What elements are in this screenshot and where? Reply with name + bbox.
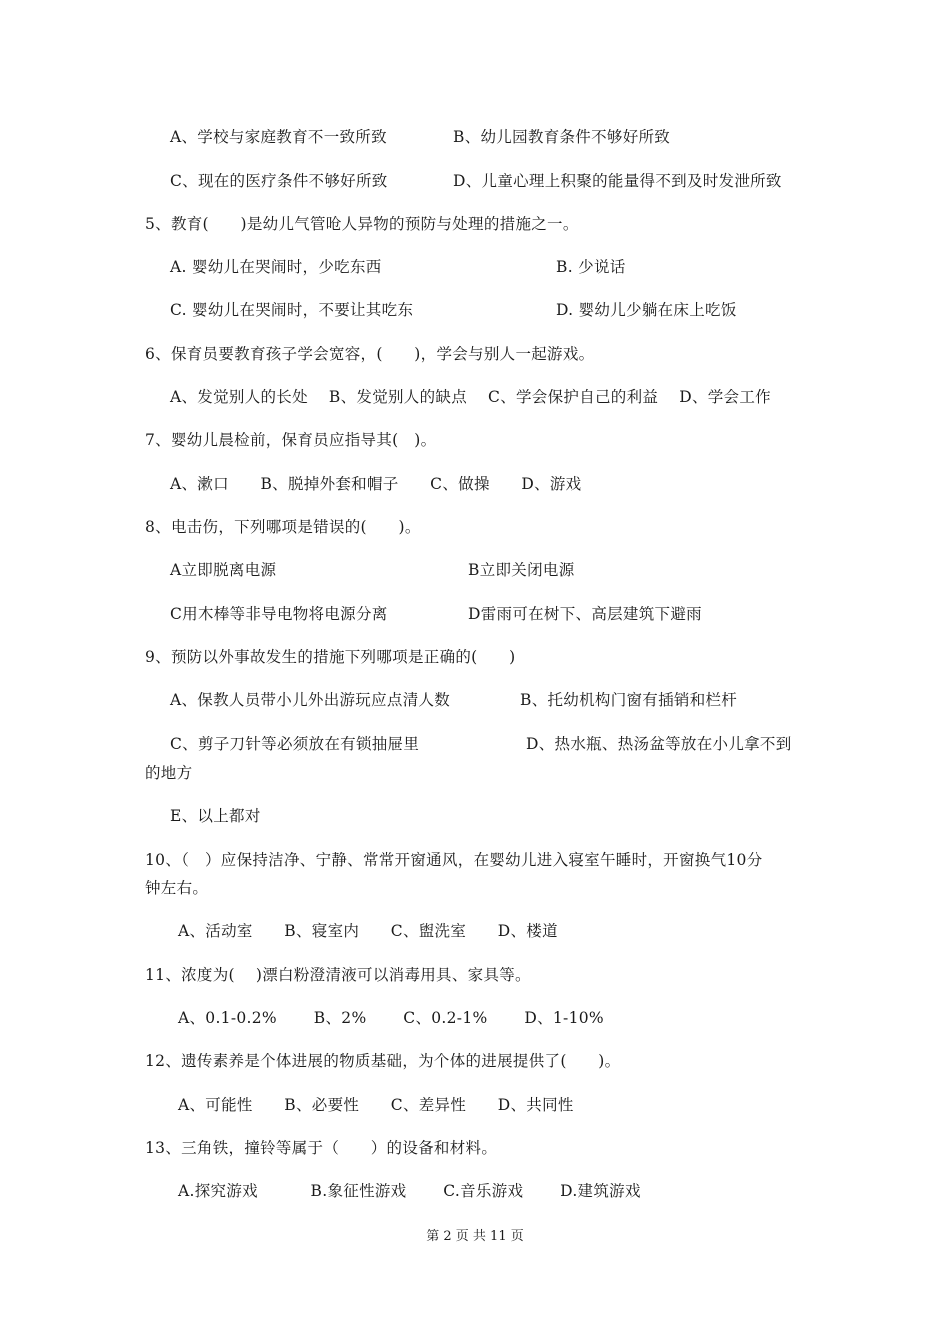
q4-option-b: B、幼儿园教育条件不够好所致 (453, 128, 671, 146)
q8-stem: 8、电击伤，下列哪项是错误的( )。 (145, 518, 421, 536)
q13-stem: 13、三角铁，撞铃等属于（ ）的设备和材料。 (145, 1139, 498, 1157)
q11-stem: 11、浓度为( )漂白粉澄清液可以消毒用具、家具等。 (145, 966, 531, 984)
q5-option-b: B. 少说话 (556, 258, 626, 276)
q8-option-c: C用木棒等非导电物将电源分离 (170, 605, 388, 623)
q9-option-b: B、托幼机构门窗有插销和栏杆 (520, 691, 738, 709)
q10-stem: 10、（ ）应保持洁净、宁静、常常开窗通风，在婴幼儿进入寝室午睡时，开窗换气10分 (145, 851, 763, 869)
q5-option-a: A. 婴幼儿在哭闹时，少吃东西 (170, 258, 382, 276)
q5-option-d: D. 婴幼儿少躺在床上吃饭 (556, 301, 737, 319)
q8-option-b: B立即关闭电源 (468, 561, 575, 579)
q12-stem: 12、遗传素养是个体进展的物质基础，为个体的进展提供了( )。 (145, 1052, 621, 1070)
q5-option-c: C. 婴幼儿在哭闹时，不要让其吃东 (170, 301, 414, 319)
q9-option-d: D、热水瓶、热汤盆等放在小儿拿不到 (526, 735, 792, 753)
page-number: 第 2 页 共 11 页 (426, 1229, 524, 1244)
q8-option-a: A立即脱离电源 (170, 561, 277, 579)
q6-options: A、发觉别人的长处 B、发觉别人的缺点 C、学会保护自己的利益 D、学会工作 (170, 388, 771, 406)
q5-stem: 5、教育( )是幼儿气管呛人异物的预防与处理的措施之一。 (145, 215, 579, 233)
q13-options: A.探究游戏 B.象征性游戏 C.音乐游戏 D.建筑游戏 (178, 1182, 641, 1200)
q9-option-a: A、保教人员带小儿外出游玩应点清人数 (170, 691, 451, 709)
q4-option-a: A、学校与家庭教育不一致所致 (170, 128, 387, 146)
q9-option-e: E、以上都对 (170, 807, 261, 825)
q11-options: A、0.1-0.2% B、2% C、0.2-1% D、1-10% (178, 1009, 604, 1027)
q4-option-d: D、儿童心理上积聚的能量得不到及时发泄所致 (453, 172, 782, 190)
q10-stem-continued: 钟左右。 (145, 879, 209, 897)
q9-option-c: C、剪子刀针等必须放在有锁抽屉里 (170, 735, 420, 753)
q9-option-d-continued: 的地方 (145, 764, 193, 782)
q6-stem: 6、保育员要教育孩子学会宽容，( )，学会与别人一起游戏。 (145, 345, 595, 363)
q4-option-c: C、现在的医疗条件不够好所致 (170, 172, 388, 190)
q10-options: A、活动室 B、寝室内 C、盥洗室 D、楼道 (178, 922, 558, 940)
q7-options: A、漱口 B、脱掉外套和帽子 C、做操 D、游戏 (170, 475, 582, 493)
q9-stem: 9、预防以外事故发生的措施下列哪项是正确的( ) (145, 648, 516, 666)
q8-option-d: D雷雨可在树下、高层建筑下避雨 (468, 605, 702, 623)
q7-stem: 7、婴幼儿晨检前，保育员应指导其( )。 (145, 431, 437, 449)
q12-options: A、可能性 B、必要性 C、差异性 D、共同性 (178, 1096, 574, 1114)
